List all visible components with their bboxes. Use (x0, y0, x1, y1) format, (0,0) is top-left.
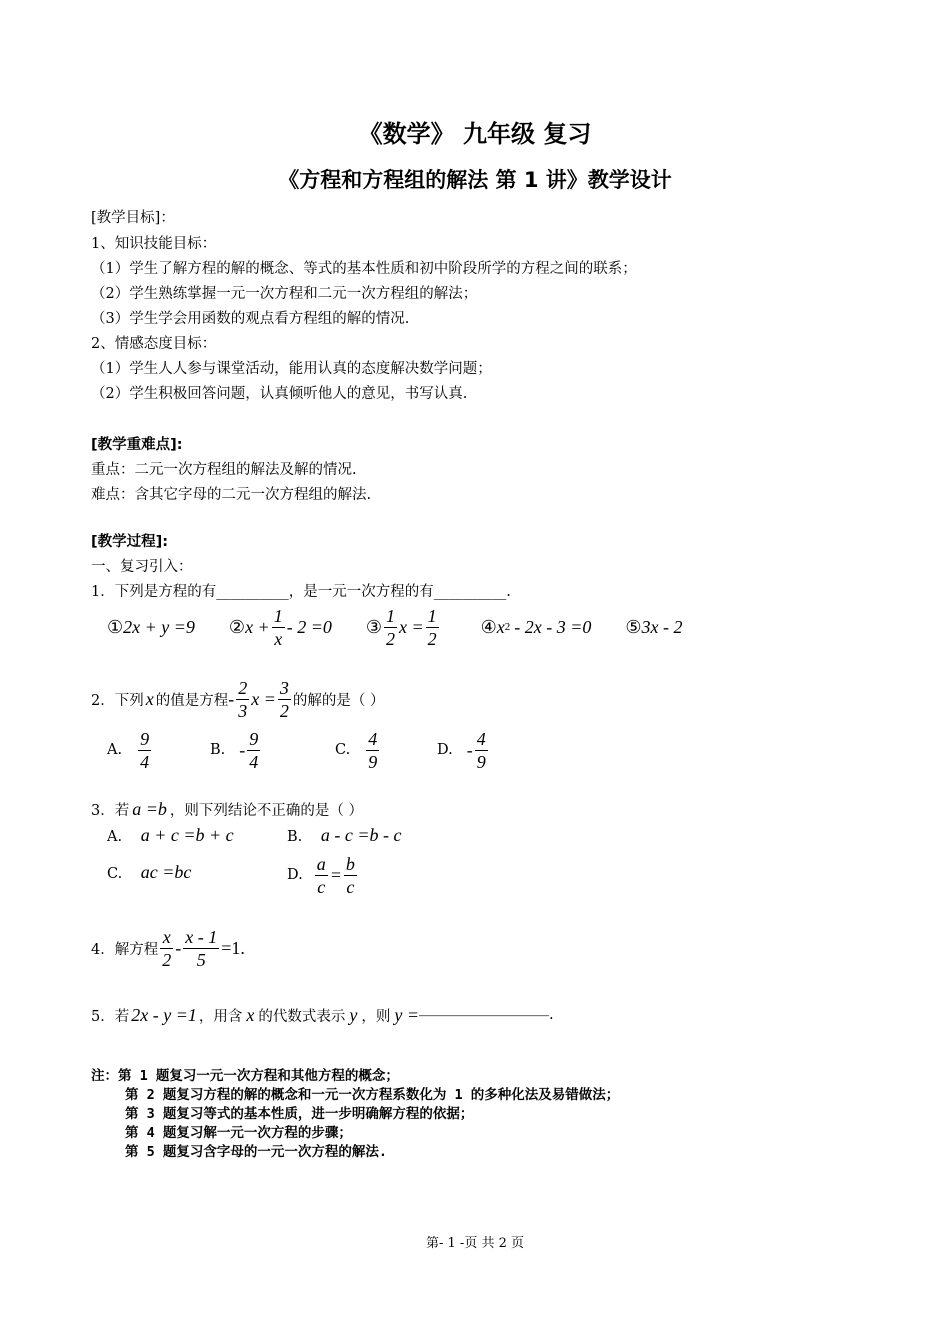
q1-items: ① 2x + y =9 ② x + $\frac{1}{x}$ - 2 =0 ③ $\frac{1}{2}$ x = $\frac{1}{2}$ ④ x 2 - 2x - 3 =0 ⑤ 3x - 2 (107, 605, 683, 649)
goal-line: 2、情感态度目标： (91, 336, 217, 352)
option-a: A. $\frac{9}{4}$ (107, 728, 150, 772)
key-point: 难点：含其它字母的二元一次方程组的解法. (91, 487, 372, 503)
option-d: D. - $\frac{4}{9}$ (437, 728, 486, 772)
option-b: B. a - c =b - c (287, 825, 402, 845)
goal-line: （1）学生了解方程的解的概念、等式的基本性质和初中阶段所学的方程之间的联系； (91, 261, 637, 277)
option-c: C. $\frac{4}{9}$ (335, 728, 378, 772)
page-subtitle: 《方程和方程组的解法 第 1 讲》教学设计 (278, 168, 672, 192)
question-5: 5．若 2x - y =1 ，用含 x 的代数式表示 y ，则 y = —————————— . (91, 1004, 554, 1025)
page-title: 《数学》 九年级 复习 (358, 120, 592, 148)
fraction: $\frac{1}{2}$ (427, 605, 437, 649)
option-a: A. a + c =b + c (107, 825, 234, 845)
page-footer: 第- 1 -页 共 2 页 (426, 1236, 524, 1251)
goal-line: （1）学生人人参与课堂活动，能用认真的态度解决数学问题； (91, 361, 492, 377)
goal-line: （2）学生积极回答问题，认真倾听他人的意见，书写认真. (91, 386, 468, 402)
question-1: 1．下列是方程的有__________，是一元一次方程的有__________. (91, 584, 511, 600)
fraction: $\frac{1}{2}$ (385, 605, 395, 649)
key-point: 重点：二元一次方程组的解法及解的情况. (91, 462, 357, 478)
key-header: [教学重难点]: (91, 437, 183, 453)
goal-line: 1、知识技能目标： (91, 236, 217, 252)
option-d: D. $\frac{a}{c}$ = $\frac{b}{c}$ (287, 853, 355, 897)
process-header: [教学过程]: (91, 534, 169, 550)
goal-line: （2）学生熟练掌握一元一次方程和二元一次方程组的解法； (91, 286, 478, 302)
note-line: 第 4 题复习解一元一次方程的步骤； (125, 1125, 352, 1141)
goals-header: [教学目标]： (91, 210, 175, 226)
question-4: 4．解方程 $\frac{x}{2}$ - $\frac{x - 1}{5}$ =1. (91, 926, 245, 970)
fraction: $\frac{3}{2}$ (279, 677, 289, 721)
option-b: B. - $\frac{9}{4}$ (210, 728, 259, 772)
goal-line: （3）学生学会用函数的观点看方程组的解的情况. (91, 311, 410, 327)
note-line: 第 5 题复习含字母的一元一次方程的解法. (125, 1144, 388, 1160)
fraction: $\frac{1}{x}$ (273, 605, 283, 649)
note-line: 注：第 1 题复习一元一次方程和其他方程的概念； (91, 1068, 399, 1084)
note-line: 第 2 题复习方程的解的概念和一元一次方程系数化为 1 的多种化法及易错做法； (125, 1087, 620, 1103)
fraction: $\frac{2}{3}$ (238, 677, 248, 721)
question-2: 2．下列 x 的值是方程 - $\frac{2}{3}$ x = $\frac{3}{2}$ 的解的是（ ） (91, 677, 385, 721)
option-c: C. ac =bc (107, 862, 192, 882)
note-line: 第 3 题复习等式的基本性质，进一步明确解方程的依据； (125, 1106, 474, 1122)
section-title: 一、复习引入： (91, 559, 193, 575)
question-3: 3．若 a =b ，则下列结论不正确的是（ ） (91, 798, 363, 819)
